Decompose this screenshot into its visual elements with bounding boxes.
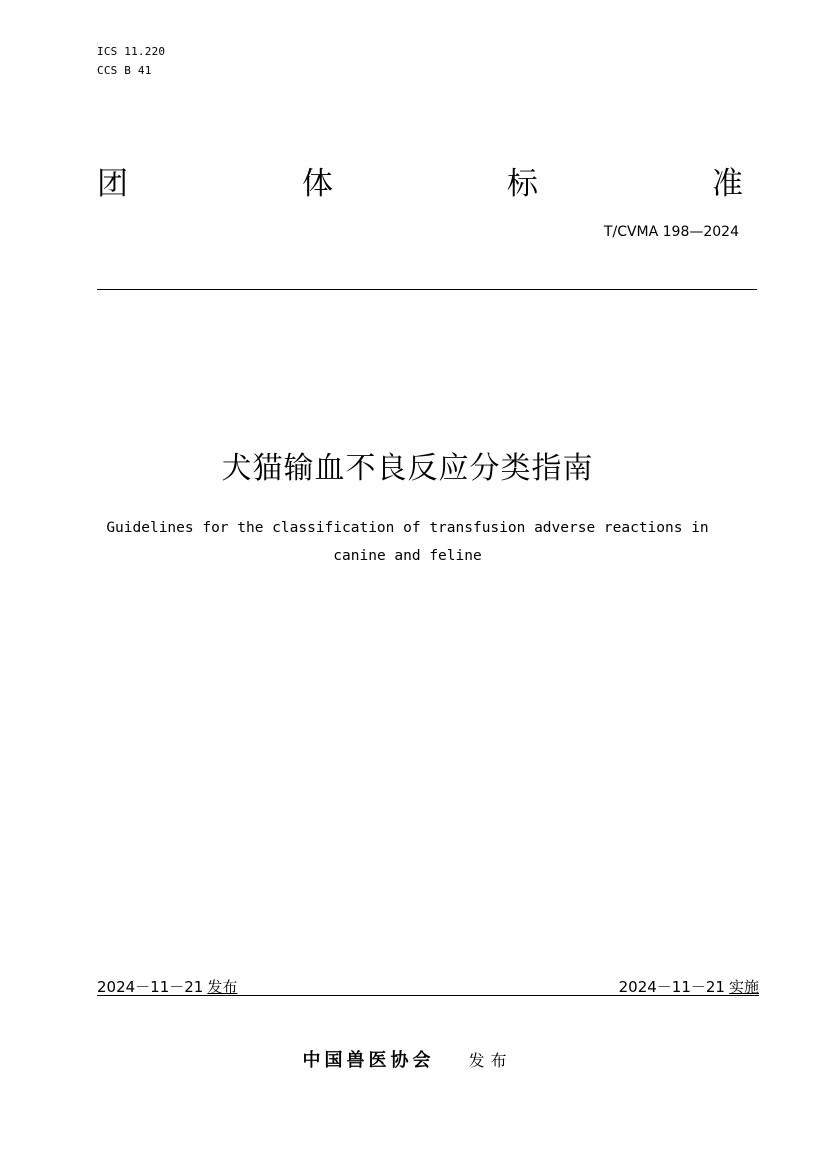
ccs-code: CCS B 41 [97, 64, 152, 77]
implement-date-block [619, 976, 759, 997]
standard-type-char-3: 标 [507, 165, 538, 202]
standard-type-char-1: 团 [97, 165, 128, 202]
standard-type-char-2: 体 [302, 165, 333, 202]
ics-code: ICS 11.220 [97, 45, 166, 58]
footer-divider [97, 995, 759, 996]
implement-date: 2024－11－21 [618, 978, 725, 996]
title-english-line-2: canine and feline [333, 548, 482, 564]
standard-number: T/CVMA 198—2024 [603, 224, 739, 240]
date-row [97, 975, 759, 997]
standard-type-heading [97, 158, 743, 202]
implement-label: 实施 [728, 978, 759, 996]
title-english [40, 514, 775, 570]
classification-codes [97, 42, 165, 80]
publisher-name: 中国兽医协会 [302, 1050, 435, 1071]
standard-type-char-4: 准 [712, 165, 743, 202]
issue-date: 2024－11－21 [97, 978, 204, 996]
publisher-action: 发布 [468, 1051, 513, 1070]
issue-label: 发布 [207, 978, 238, 996]
publisher [0, 1046, 815, 1072]
header-divider [97, 289, 757, 290]
title-chinese: 犬猫输血不良反应分类指南 [221, 451, 594, 486]
issue-date-block [97, 976, 237, 997]
title-english-line-1: Guidelines for the classification of transfusion adverse reactions in [106, 520, 709, 536]
